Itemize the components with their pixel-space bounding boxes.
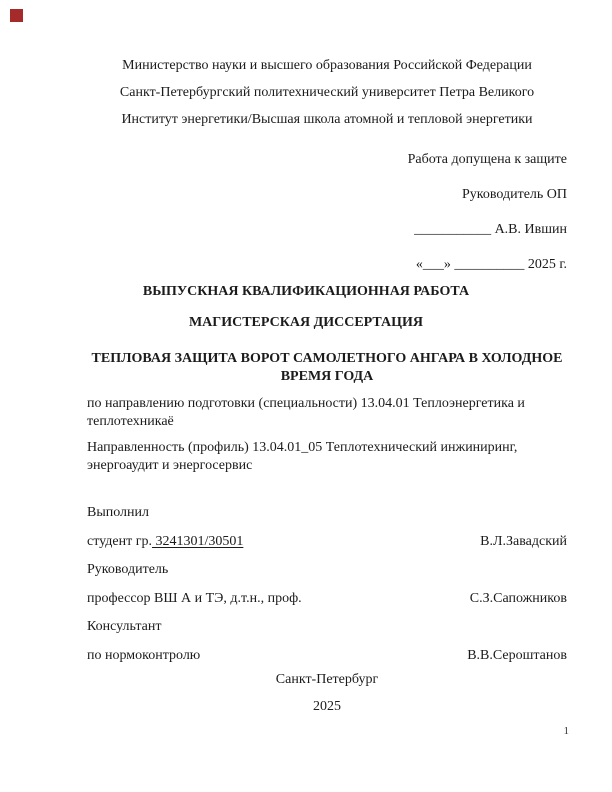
student-row <box>87 528 567 557</box>
approval-date-line: «___» __________ 2025 г. <box>415 257 567 272</box>
thesis-title-line-1: ТЕПЛОВАЯ ЗАЩИТА ВОРОТ САМОЛЕТНОГО АНГАРА В ХОЛОДНОЕ <box>91 351 563 366</box>
student-name: В.Л.Завадский <box>480 533 567 549</box>
consultant-role: по нормоконтролю <box>87 647 201 663</box>
approval-block <box>87 142 567 282</box>
student-group-number: 3241301/30501 <box>151 533 244 549</box>
specialty-paragraph <box>87 395 567 431</box>
supervisor-name: С.З.Сапожников <box>469 590 567 606</box>
approval-signature-line <box>87 212 567 247</box>
profile-line-2: энергоаудит и энергосервис <box>87 458 253 473</box>
year-line: 2025 <box>313 699 341 714</box>
red-annotation-marker <box>10 9 23 22</box>
institution-header <box>87 52 567 133</box>
ministry-line: Министерство науки и высшего образования Российской Федерации <box>122 58 532 73</box>
specialty-line-2: теплотехникаё <box>87 414 174 429</box>
approver-name: А.В. Ившин <box>494 222 567 237</box>
supervisor-role: профессор ВШ А и ТЭ, д.т.н., проф. <box>87 590 302 606</box>
signature-blank: ___________ <box>414 222 492 237</box>
student-role-text: студент гр. <box>87 533 152 549</box>
consultant-row <box>87 642 567 671</box>
work-type-heading: ВЫПУСКНАЯ КВАЛИФИКАЦИОННАЯ РАБОТА <box>142 284 470 299</box>
supervisor-row <box>87 585 567 614</box>
university-line: Санкт-Петербургский политехнический университет Петра Великого <box>119 85 535 100</box>
institute-line: Институт энергетики/Высшая школа атомной и тепловой энергетики <box>121 112 533 127</box>
approval-status: Работа допущена к защите <box>407 152 567 167</box>
supervisor-label: Руководитель <box>87 562 169 577</box>
city-line: Санкт-Петербург <box>275 672 379 687</box>
consultant-label: Консультант <box>87 619 162 634</box>
approval-role: Руководитель ОП <box>461 187 567 202</box>
consultant-name: В.В.Сероштанов <box>467 647 567 663</box>
signatures-block <box>87 499 567 670</box>
profile-paragraph <box>87 439 567 475</box>
degree-heading: МАГИСТЕРСКАЯ ДИССЕРТАЦИЯ <box>188 315 424 330</box>
thesis-title <box>87 350 567 386</box>
page-number: 1 <box>563 725 569 737</box>
performed-label: Выполнил <box>87 505 150 520</box>
specialty-line-1: по направлению подготовки (специальности) 13.04.01 Теплоэнергетика и <box>87 396 525 411</box>
thesis-title-line-2: ВРЕМЯ ГОДА <box>280 369 374 384</box>
profile-line-1: Направленность (профиль) 13.04.01_05 Теплотехнический инжиниринг, <box>87 440 518 455</box>
student-role <box>87 528 243 557</box>
